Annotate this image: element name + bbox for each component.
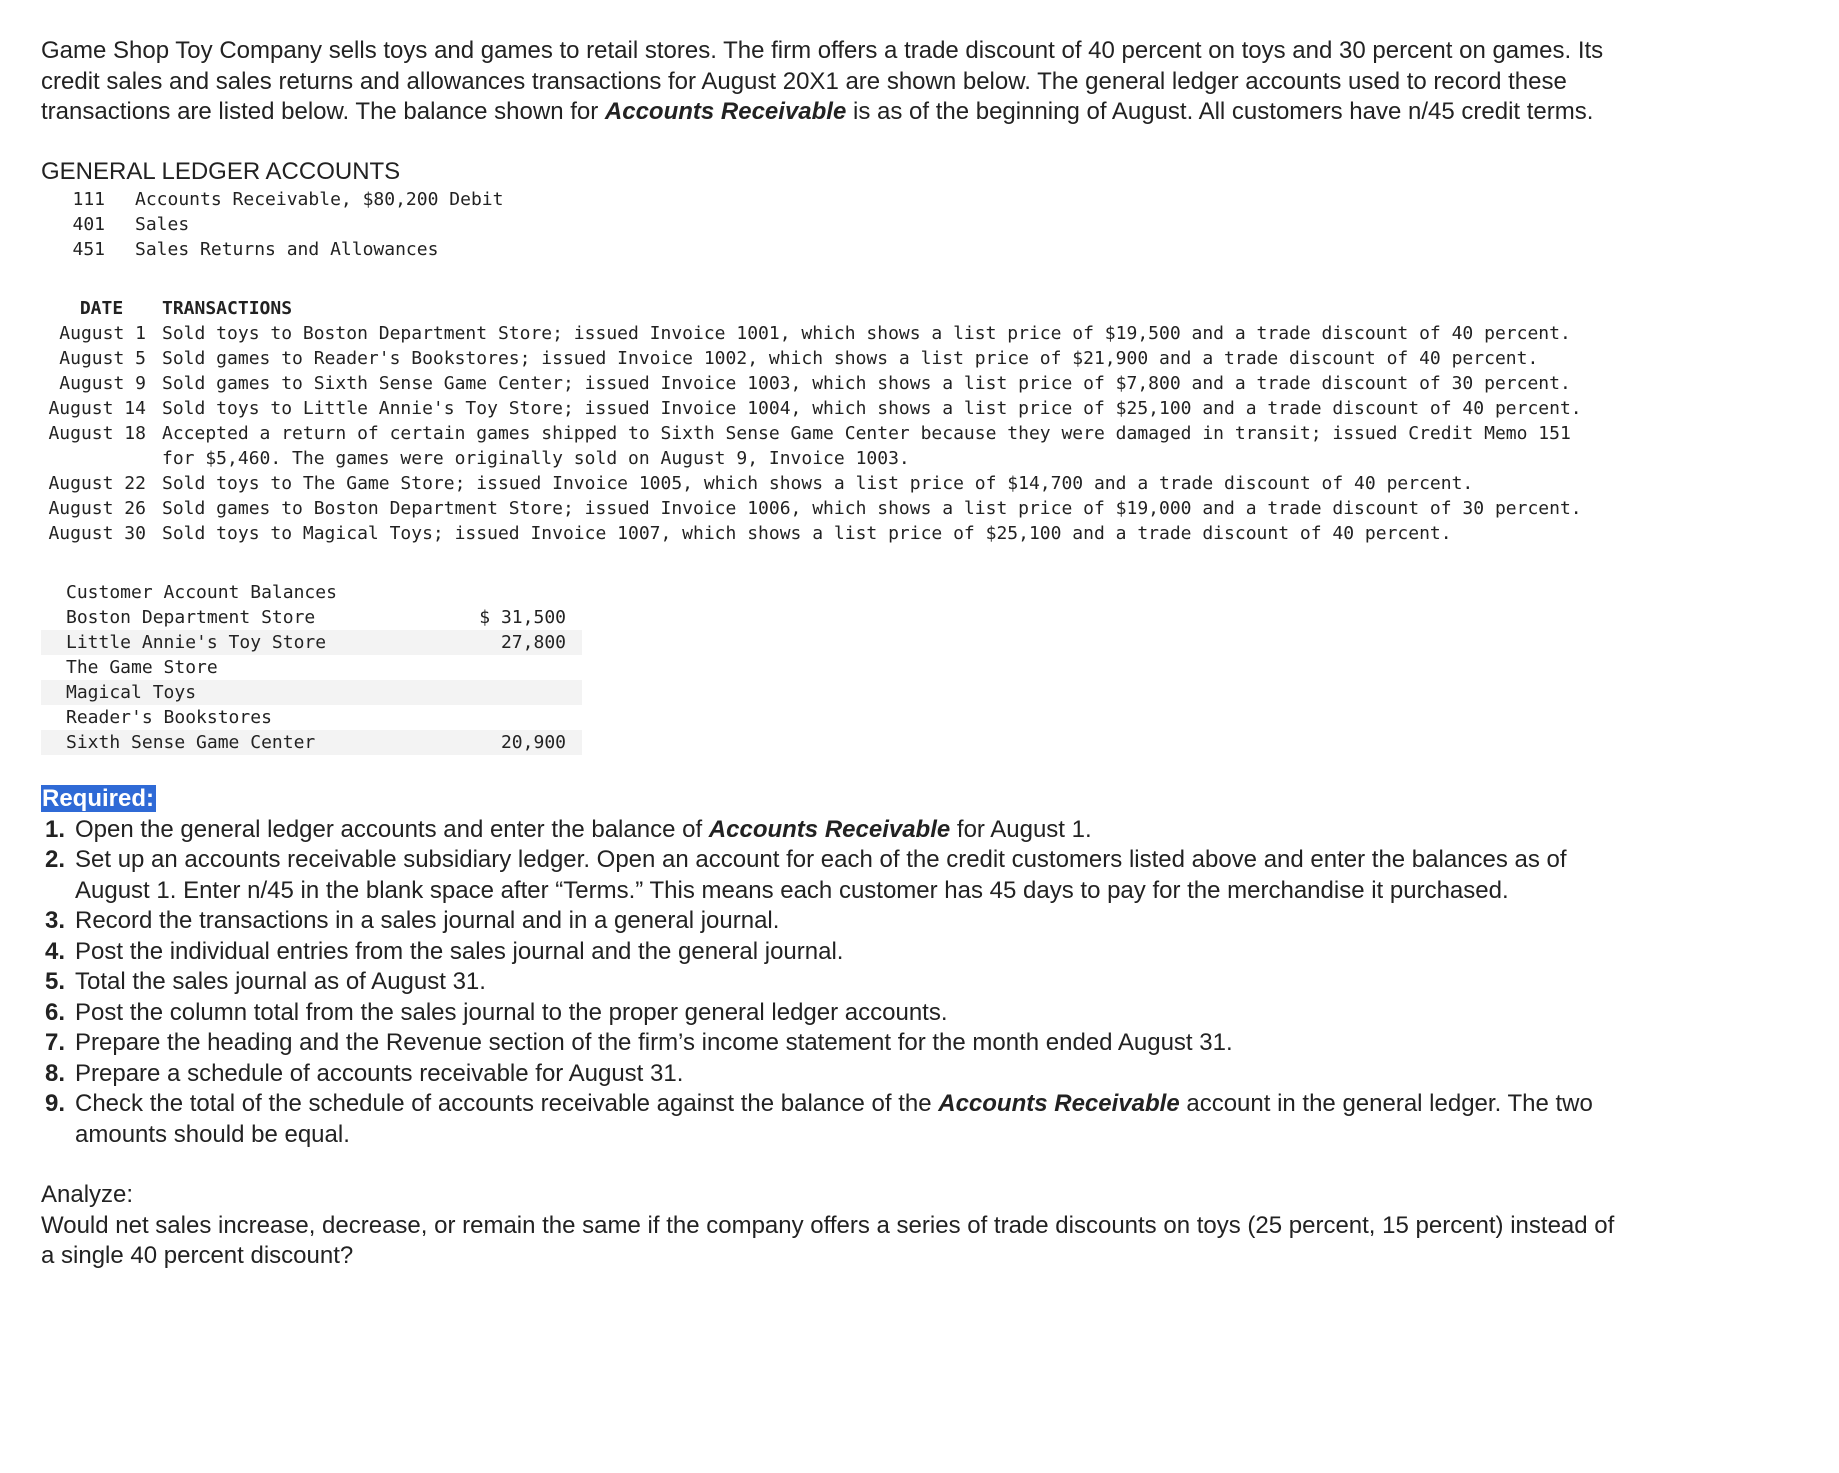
required-item-bold: Accounts Receivable <box>938 1090 1180 1117</box>
date-header: DATE <box>79 298 124 319</box>
transaction-description: Accepted a return of certain games shipped to Sixth Sense Game Center because they were damaged in transit; issued Credit Memo 151 for $5,460. The games were originally sold on August 9, Invoice 1003. <box>162 423 1571 469</box>
general-ledger-table <box>55 187 503 262</box>
required-item <box>45 815 1605 846</box>
ledger-account-number: 401 <box>72 214 105 235</box>
transaction-date: August 9 <box>59 373 146 394</box>
customer-balance-amount <box>341 680 582 705</box>
required-item-number: 3. <box>45 907 66 934</box>
customer-name: Sixth Sense Game Center <box>41 730 341 755</box>
intro-text-2: is as of the beginning of August. All customers have n/45 credit terms. <box>846 98 1594 125</box>
transaction-date: August 18 <box>48 423 146 444</box>
analyze-section <box>41 1180 1621 1272</box>
transactions-header: TRANSACTIONS <box>162 298 293 319</box>
transaction-description: Sold toys to Little Annie's Toy Store; issued Invoice 1004, which shows a list price of $25,100 and a trade discount of 40 percent. <box>162 398 1582 419</box>
required-item-text: Record the transactions in a sales journal and in a general journal. <box>75 907 780 934</box>
required-item <box>45 967 1605 998</box>
ledger-account-name: Sales <box>135 214 190 235</box>
transaction-description: Sold games to Reader's Bookstores; issued Invoice 1002, which shows a list price of $21,900 and a trade discount of 40 percent. <box>162 348 1539 369</box>
transaction-row <box>41 396 1602 421</box>
customer-balance-row <box>41 655 582 680</box>
required-item-text: Open the general ledger accounts and enter the balance of <box>75 815 709 843</box>
customer-balance-amount: $ 31,500 <box>479 607 566 628</box>
customer-balances-title: Customer Account Balances <box>66 582 337 603</box>
customer-name: Magical Toys <box>41 680 341 705</box>
required-item-text: Total the sales journal as of August 31. <box>75 968 486 995</box>
customer-name: The Game Store <box>66 657 218 678</box>
required-item <box>45 937 1605 968</box>
analyze-label: Analyze: <box>41 1181 134 1208</box>
ledger-account-name: Accounts Receivable, $80,200 Debit <box>135 189 504 210</box>
required-item-text: Check the total of the schedule of accounts receivable against the balance of the <box>75 1090 939 1117</box>
required-item <box>45 1028 1605 1059</box>
customer-balance-row <box>41 705 582 730</box>
transaction-date: August 1 <box>59 323 146 344</box>
required-item-text: Post the column total from the sales journal to the proper general ledger accounts. <box>75 998 948 1026</box>
required-item <box>45 845 1605 906</box>
transaction-row <box>41 471 1602 496</box>
required-item-text: Prepare a schedule of accounts receivable for August 31. <box>75 1059 684 1087</box>
required-item-number: 2. <box>45 846 66 873</box>
customer-balance-amount <box>341 655 582 680</box>
general-ledger-title: GENERAL LEDGER ACCOUNTS <box>41 157 401 185</box>
ledger-account-number: 111 <box>72 189 105 210</box>
intro-text-1: Game Shop Toy Company sells toys and games to retail stores. The firm offers a trade discount of 40 percent on toys and 30 percent on games. Its credit sales and sales returns and allowances transactions for August 20X1 are shown below. The general ledger accounts used to record these transactions are listed below. The balance shown for <box>41 37 1604 125</box>
transaction-description: Sold toys to Boston Department Store; issued Invoice 1001, which shows a list price of $19,500 and a trade discount of 40 percent. <box>162 323 1571 344</box>
required-list <box>45 815 1641 1151</box>
required-item <box>45 1059 1605 1090</box>
customer-name: Boston Department Store <box>66 607 316 628</box>
required-item-text: Post the individual entries from the sales journal and the general journal. <box>75 937 844 965</box>
ledger-account-number: 451 <box>72 239 105 260</box>
required-item-text: Prepare the heading and the Revenue section of the firm’s income statement for the month ended August 31. <box>75 1029 1233 1056</box>
customer-balance-row <box>41 605 582 630</box>
required-item <box>45 998 1605 1029</box>
required-item-bold: Accounts Receivable <box>708 815 951 843</box>
transaction-row <box>41 421 1602 471</box>
customer-balance-row <box>41 730 582 755</box>
transaction-description: Sold games to Sixth Sense Game Center; issued Invoice 1003, which shows a list price of $7,800 and a trade discount of 30 percent. <box>162 373 1571 394</box>
ledger-account-row <box>55 237 503 262</box>
analyze-question: Would net sales increase, decrease, or remain the same if the company offers a series of trade discounts on toys (25 percent, 15 percent) instead of a single 40 percent discount? <box>41 1211 1615 1269</box>
customer-balance-row <box>41 630 582 655</box>
required-item-text-end: account in the general ledger. The two amounts should be equal. <box>75 1090 1593 1148</box>
transaction-row <box>41 496 1602 521</box>
required-item-number: 9. <box>45 1090 66 1117</box>
transaction-row <box>41 321 1602 346</box>
transaction-date: August 5 <box>59 348 146 369</box>
customer-balance-amount: 20,900 <box>341 730 582 755</box>
customer-name: Reader's Bookstores <box>66 707 272 728</box>
required-item <box>45 1089 1605 1150</box>
required-heading <box>41 784 1641 815</box>
required-item-number: 4. <box>45 937 66 965</box>
customer-balance-amount: 27,800 <box>341 630 582 655</box>
ledger-account-row <box>55 212 503 237</box>
customer-balances-table <box>41 580 582 755</box>
required-item-number: 8. <box>45 1059 66 1087</box>
transaction-row <box>41 521 1602 546</box>
transaction-row <box>41 371 1602 396</box>
customer-balance-amount <box>341 705 582 730</box>
transaction-date: August 26 <box>48 498 146 519</box>
required-item-text: Set up an accounts receivable subsidiary ledger. Open an account for each of the credit customers listed above and enter the balances as of August 1. Enter n/45 in the blank space after “Terms.” This means each customer has 45 days to pay for the merchandise it purchased. <box>75 846 1567 904</box>
transaction-description: Sold toys to Magical Toys; issued Invoice 1007, which shows a list price of $25,100 and a trade discount of 40 percent. <box>162 523 1452 544</box>
problem-page <box>41 36 1641 1272</box>
ledger-account-name: Sales Returns and Allowances <box>135 239 439 260</box>
transactions-table <box>41 296 1602 546</box>
intro-paragraph <box>41 36 1621 128</box>
transaction-date: August 30 <box>48 523 146 544</box>
customer-name: Little Annie's Toy Store <box>41 630 341 655</box>
ledger-account-row <box>55 187 503 212</box>
required-item-number: 5. <box>45 968 66 995</box>
intro-bold-accounts-receivable: Accounts Receivable <box>604 98 847 125</box>
transaction-date: August 14 <box>48 398 146 419</box>
required-item-number: 6. <box>45 998 66 1026</box>
transaction-description: Sold games to Boston Department Store; issued Invoice 1006, which shows a list price of $19,000 and a trade discount of 30 percent. <box>162 498 1582 519</box>
required-label: Required: <box>42 785 155 812</box>
required-item-number: 1. <box>45 815 66 843</box>
customer-balance-row <box>41 680 582 705</box>
required-item-number: 7. <box>45 1029 66 1056</box>
transaction-row <box>41 346 1602 371</box>
required-item <box>45 906 1605 937</box>
transaction-date: August 22 <box>48 473 146 494</box>
required-item-text-end: for August 1. <box>950 815 1092 843</box>
transaction-description: Sold toys to The Game Store; issued Invoice 1005, which shows a list price of $14,700 and a trade discount of 40 percent. <box>162 473 1474 494</box>
